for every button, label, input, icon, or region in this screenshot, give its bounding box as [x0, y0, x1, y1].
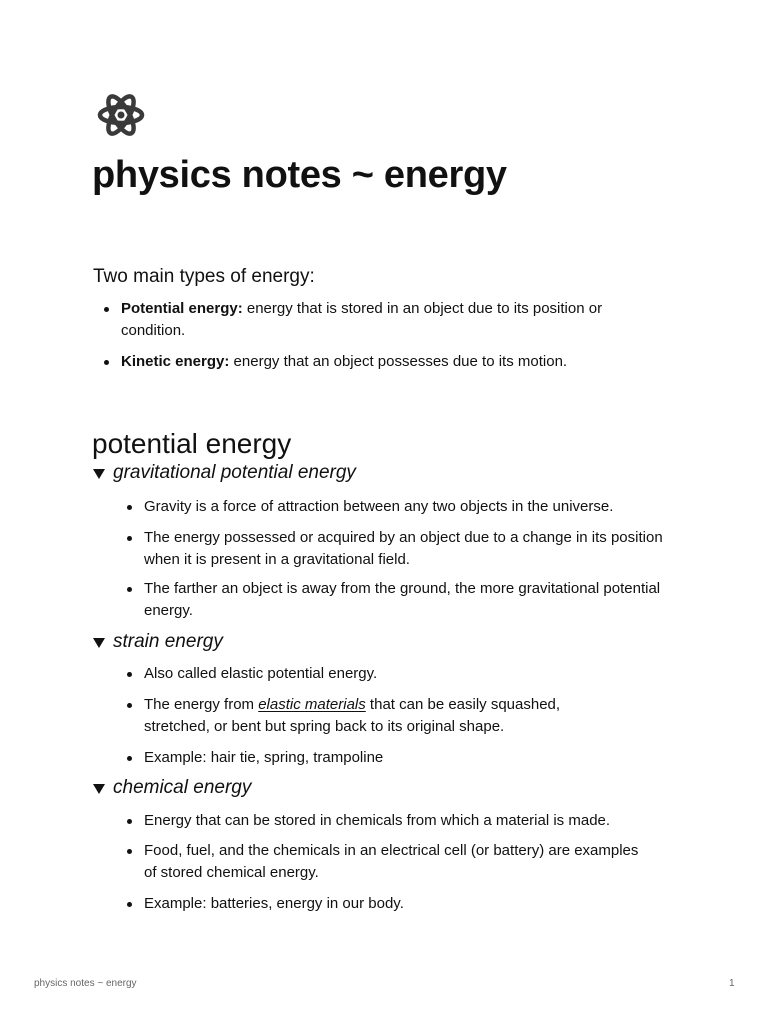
- list-item: Example: batteries, energy in our body.: [144, 893, 684, 915]
- item-text: that can be easily squashed, stretched, or bent but spring back to its original shape.: [144, 696, 561, 735]
- toggle-label: gravitational potential energy: [113, 462, 356, 483]
- item-text: The energy from: [144, 696, 259, 713]
- toggle-gravitational-potential-energy[interactable]: [93, 462, 356, 484]
- elastic-materials-link[interactable]: elastic materials: [258, 696, 366, 713]
- list-item: Energy that can be stored in chemicals from which a material is made.: [144, 810, 684, 832]
- toggle-strain-energy[interactable]: [93, 631, 223, 653]
- definition-text: energy that an object possesses due to its motion.: [229, 353, 568, 370]
- list-item: Gravity is a force of attraction between any two objects in the universe.: [144, 496, 684, 518]
- intro-heading: Two main types of energy:: [93, 266, 315, 287]
- list-item: [121, 298, 661, 342]
- atom-icon: [96, 90, 146, 140]
- list-item: Example: hair tie, spring, trampoline: [144, 747, 684, 769]
- page-title: physics notes ~ energy: [92, 154, 507, 196]
- definition-text: energy that is stored in an object due to its position or condition.: [121, 300, 603, 339]
- term-potential-energy: Potential energy:: [121, 300, 243, 317]
- section-heading: potential energy: [92, 428, 292, 459]
- toggle-label: chemical energy: [113, 777, 252, 798]
- footer-title: physics notes ~ energy: [34, 978, 137, 989]
- list-item: Also called elastic potential energy.: [144, 663, 684, 685]
- toggle-label: strain energy: [113, 631, 223, 652]
- toggle-chemical-energy[interactable]: [93, 777, 251, 799]
- list-item: Food, fuel, and the chemicals in an electrical cell (or battery) are examples of stored chemical energy.: [144, 840, 644, 884]
- caret-down-icon[interactable]: [93, 469, 105, 479]
- caret-down-icon[interactable]: [93, 638, 105, 648]
- list-item: [144, 694, 624, 738]
- list-item: [121, 351, 661, 373]
- list-item: The farther an object is away from the ground, the more gravitational potential energy.: [144, 578, 664, 622]
- page-number: 1: [729, 978, 735, 989]
- caret-down-icon[interactable]: [93, 784, 105, 794]
- term-kinetic-energy: Kinetic energy:: [121, 353, 230, 370]
- list-item: The energy possessed or acquired by an object due to a change in its position when it is present in a gravitational field.: [144, 527, 664, 571]
